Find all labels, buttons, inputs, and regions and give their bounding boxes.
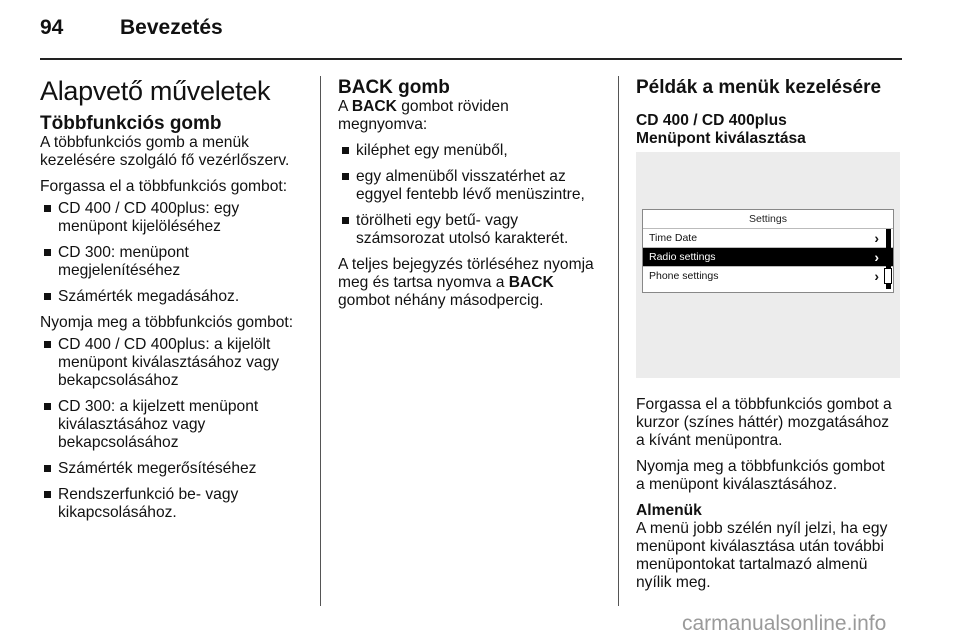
page-number: 94 [40,16,64,39]
section-heading: Alapvető műveletek [40,76,271,106]
list-item: egy almenüből visszatérhet az eggyel fentebb lévő menüszintre, [338,168,606,204]
bullet-icon [44,293,51,300]
bullet-icon [44,403,51,410]
list-item: CD 300: menüpont megjelenítéséhez [40,244,312,280]
bullet-icon [44,205,51,212]
list-item: CD 400 / CD 400plus: a kijelölt menüpont kiválasztásához vagy bekapcsolásához [40,336,312,390]
column-3 [636,66,908,600]
press-instruction: Nyomja meg a többfunkciós gombot: [40,314,294,331]
back-button-heading: BACK gomb [338,77,450,98]
display-illustration [636,152,900,378]
press-list [40,336,312,522]
bullet-icon [44,249,51,256]
header-rule [40,58,902,60]
bullet-icon [44,491,51,498]
list-item: Rendszerfunkció be- vagy kikapcsolásához. [40,486,312,522]
turn-instruction: Forgassa el a többfunkciós gombot: [40,178,288,195]
chevron-right-icon: › [874,230,879,246]
turn-knob-paragraph: Forgassa el a többfunkciós gombot a kurzor (színes háttér) mozgatásához a kívánt menüpontra. [636,396,892,449]
bullet-icon [44,465,51,472]
column-1 [40,66,312,530]
back-intro: A BACK gombot röviden megnyomva: [338,98,509,133]
menu-item-radio-settings: Radio settings › [643,247,893,266]
menu-item-phone-settings: Phone settings › [643,266,893,285]
column-2 [338,66,606,318]
examples-heading: Példák a menük kezelésére [636,77,882,98]
back-list [338,142,606,248]
menu-selection-subheading: Menüpont kiválasztása [636,130,806,147]
submenus-heading: Almenük [636,502,702,519]
subsection-heading-multifunction-knob: Többfunkciós gomb [40,113,222,134]
bullet-icon [342,147,349,154]
page-section-title: Bevezetés [120,16,223,39]
submenus-paragraph: A menü jobb szélén nyíl jelzi, ha egy menüpont kiválasztása után további menüpontokat tartalmazó almenü nyílik meg. [636,520,888,591]
turn-list [40,200,312,306]
bullet-icon [44,341,51,348]
list-item: kiléphet egy menüből, [338,142,606,160]
watermark: carmanualsonline.info [682,612,887,635]
menu-item-time-date: Time Date › [643,228,893,247]
list-item: CD 400 / CD 400plus: egy menüpont kijelöléséhez [40,200,312,236]
intro-paragraph: A többfunkciós gomb a menük kezelésére szolgáló fő vezérlőszerv. [40,134,290,169]
back-hold-paragraph: A teljes bejegyzés törléséhez nyomja meg és tartsa nyomva a BACK gombot néhány másodpercig. [338,256,594,309]
column-divider-2 [618,76,619,606]
chevron-right-icon: › [874,268,879,284]
screen-title: Settings [749,213,787,225]
scrollbar-thumb [884,268,892,284]
list-item: Számérték megerősítéséhez [40,460,312,478]
model-subheading: CD 400 / CD 400plus [636,112,787,129]
chevron-right-icon: › [874,249,879,265]
bullet-icon [342,217,349,224]
list-item: CD 300: a kijelzett menüpont kiválasztásához vagy bekapcsolásához [40,398,312,452]
settings-screen [642,209,894,293]
press-knob-paragraph: Nyomja meg a többfunkciós gombot a menüpont kiválasztásához. [636,458,885,493]
list-item: törölheti egy betű- vagy számsorozat utolsó karakterét. [338,212,606,248]
bullet-icon [342,173,349,180]
column-divider-1 [320,76,321,606]
list-item: Számérték megadásához. [40,288,312,306]
